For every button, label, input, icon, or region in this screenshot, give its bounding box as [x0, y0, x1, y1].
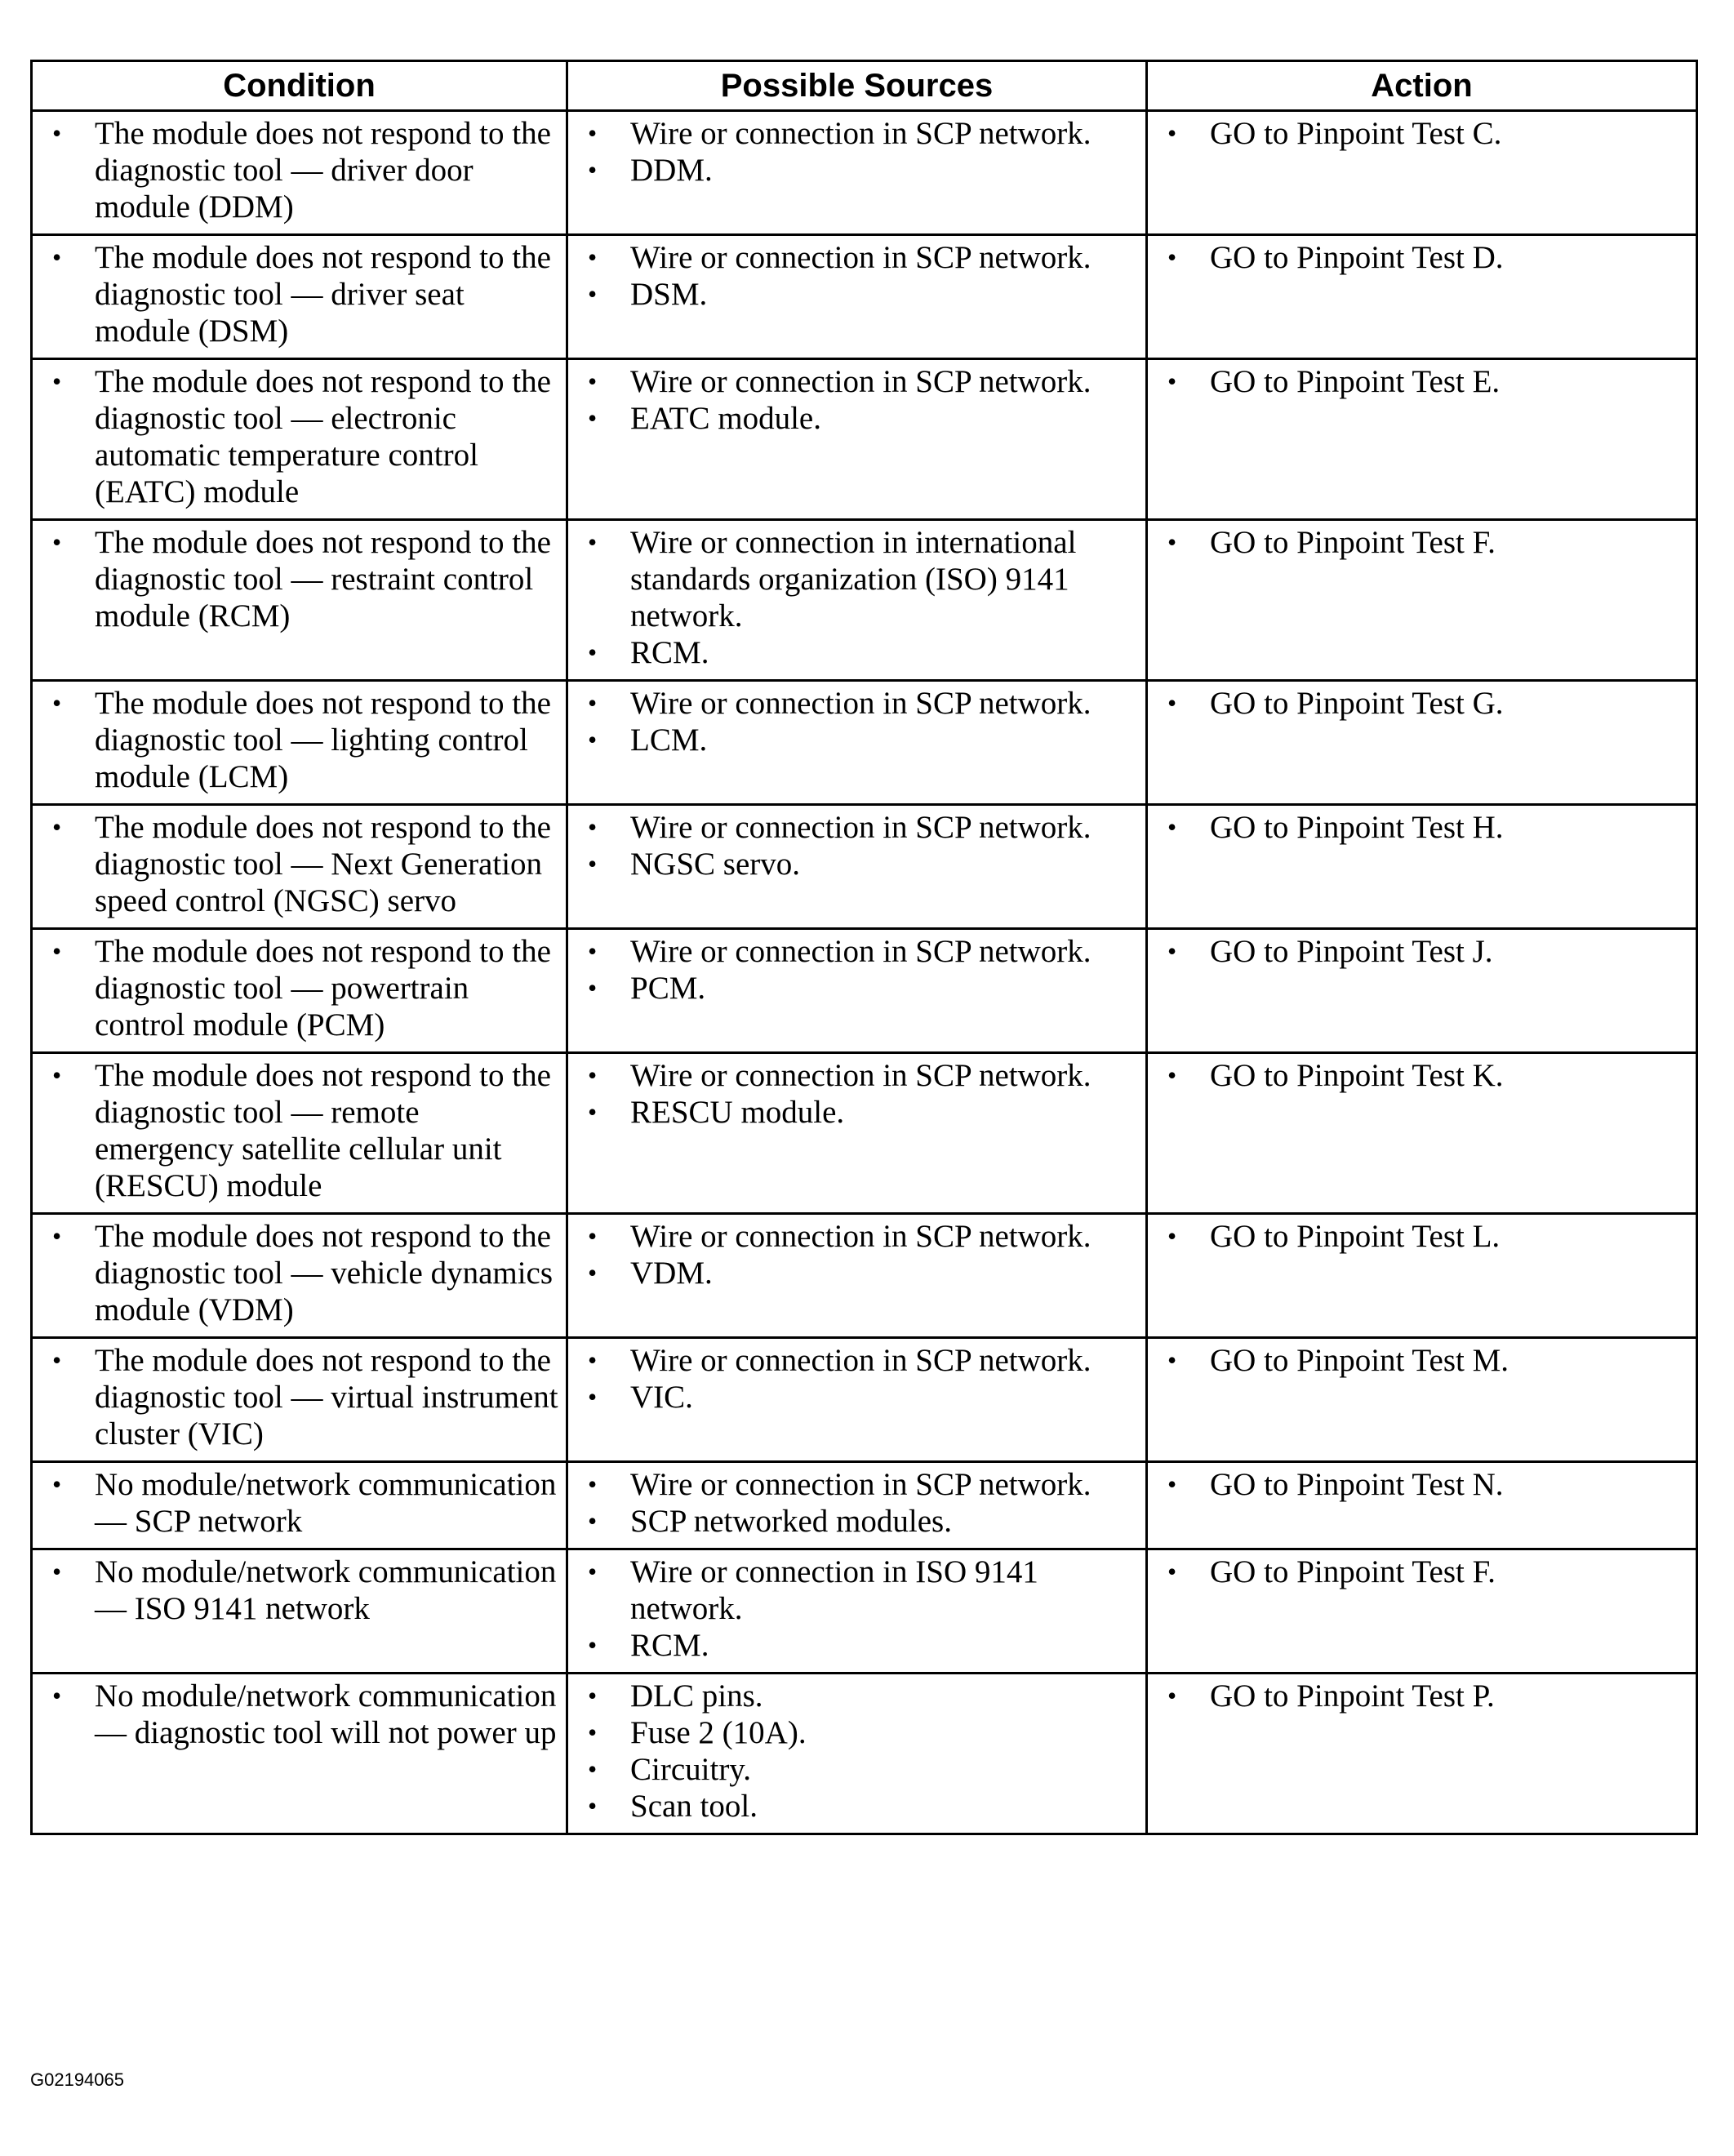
bullet-item: • GO to Pinpoint Test C. — [1154, 115, 1689, 152]
bullet-item: • Wire or connection in SCP network. — [575, 1466, 1139, 1503]
action-cell — [1147, 235, 1697, 359]
bullet-item: • GO to Pinpoint Test M. — [1154, 1342, 1689, 1379]
header-possible-sources: Possible Sources — [567, 61, 1147, 111]
bullet-item: • GO to Pinpoint Test G. — [1154, 685, 1689, 722]
header-action: Action — [1147, 61, 1697, 111]
possible-sources-cell — [567, 805, 1147, 929]
bullet-item: • The module does not respond to the diagnostic tool — remote emergency satellite cellular unit (RESCU) module — [39, 1057, 559, 1204]
possible-sources-cell — [567, 1338, 1147, 1462]
bullet-item: • Wire or connection in SCP network. — [575, 363, 1139, 400]
action-cell — [1147, 805, 1697, 929]
table-row — [32, 805, 1697, 929]
bullet-item: • The module does not respond to the diagnostic tool — driver seat module (DSM) — [39, 239, 559, 349]
bullet-list — [568, 1550, 1145, 1672]
condition-cell — [32, 1214, 567, 1338]
bullet-list — [568, 360, 1145, 445]
table-body — [32, 111, 1697, 1834]
action-cell — [1147, 1214, 1697, 1338]
bullet-item: • GO to Pinpoint Test P. — [1154, 1678, 1689, 1714]
bullet-list — [33, 521, 566, 642]
bullet-item: • DSM. — [575, 276, 1139, 313]
table-row — [32, 1338, 1697, 1462]
bullet-item: • DLC pins. — [575, 1678, 1139, 1714]
bullet-list — [568, 1054, 1145, 1139]
table-row — [32, 681, 1697, 805]
action-cell — [1147, 929, 1697, 1053]
condition-cell — [32, 111, 567, 235]
bullet-list — [33, 1550, 566, 1635]
bullet-item: • RCM. — [575, 634, 1139, 671]
bullet-item: • LCM. — [575, 722, 1139, 758]
action-cell — [1147, 1549, 1697, 1674]
bullet-item: • SCP networked modules. — [575, 1503, 1139, 1540]
bullet-item: • No module/network communication — diagnostic tool will not power up — [39, 1678, 559, 1751]
bullet-list — [568, 1339, 1145, 1424]
condition-cell — [32, 805, 567, 929]
bullet-list — [568, 682, 1145, 767]
bullet-item: • Wire or connection in SCP network. — [575, 933, 1139, 970]
bullet-item: • Wire or connection in SCP network. — [575, 1342, 1139, 1379]
bullet-item: • RESCU module. — [575, 1094, 1139, 1131]
bullet-list — [33, 1339, 566, 1460]
bullet-list — [1148, 360, 1696, 408]
bullet-item: • Fuse 2 (10A). — [575, 1714, 1139, 1751]
bullet-item: • The module does not respond to the diagnostic tool — lighting control module (LCM) — [39, 685, 559, 795]
bullet-list — [568, 521, 1145, 679]
action-cell — [1147, 520, 1697, 681]
condition-cell — [32, 1462, 567, 1549]
bullet-list — [33, 1054, 566, 1212]
bullet-item: • PCM. — [575, 970, 1139, 1007]
bullet-list — [1148, 521, 1696, 569]
table-row — [32, 1549, 1697, 1674]
bullet-item: • No module/network communication — ISO 9141 network — [39, 1554, 559, 1627]
bullet-list — [1148, 930, 1696, 978]
bullet-list — [568, 236, 1145, 321]
action-cell — [1147, 1338, 1697, 1462]
possible-sources-cell — [567, 929, 1147, 1053]
possible-sources-cell — [567, 235, 1147, 359]
bullet-list — [568, 930, 1145, 1015]
bullet-list — [1148, 1339, 1696, 1387]
table-row — [32, 1674, 1697, 1834]
possible-sources-cell — [567, 1053, 1147, 1214]
possible-sources-cell — [567, 1674, 1147, 1834]
condition-cell — [32, 520, 567, 681]
table-row — [32, 235, 1697, 359]
bullet-item: • GO to Pinpoint Test L. — [1154, 1218, 1689, 1255]
bullet-list — [33, 236, 566, 358]
bullet-item: • VIC. — [575, 1379, 1139, 1416]
bullet-item: • Wire or connection in ISO 9141 network. — [575, 1554, 1139, 1627]
bullet-list — [568, 1215, 1145, 1300]
bullet-list — [33, 682, 566, 803]
bullet-item: • The module does not respond to the diagnostic tool — electronic automatic temperature control (EATC) module — [39, 363, 559, 510]
bullet-item: • GO to Pinpoint Test F. — [1154, 1554, 1689, 1590]
possible-sources-cell — [567, 1462, 1147, 1549]
bullet-list — [33, 930, 566, 1051]
bullet-item: • NGSC servo. — [575, 846, 1139, 882]
table-row — [32, 1462, 1697, 1549]
bullet-item: • No module/network communication — SCP network — [39, 1466, 559, 1540]
bullet-item: • RCM. — [575, 1627, 1139, 1664]
table-row — [32, 1053, 1697, 1214]
table-row — [32, 359, 1697, 520]
bullet-item: • Wire or connection in SCP network. — [575, 239, 1139, 276]
action-cell — [1147, 111, 1697, 235]
bullet-item: • GO to Pinpoint Test E. — [1154, 363, 1689, 400]
condition-cell — [32, 1338, 567, 1462]
action-cell — [1147, 359, 1697, 520]
bullet-list — [33, 1463, 566, 1548]
condition-cell — [32, 681, 567, 805]
bullet-list — [1148, 112, 1696, 160]
bullet-list — [1148, 1550, 1696, 1598]
bullet-list — [1148, 1054, 1696, 1102]
action-cell — [1147, 1053, 1697, 1214]
bullet-item: • Wire or connection in international standards organization (ISO) 9141 network. — [575, 524, 1139, 634]
condition-cell — [32, 235, 567, 359]
bullet-list — [568, 806, 1145, 891]
bullet-item: • GO to Pinpoint Test N. — [1154, 1466, 1689, 1503]
condition-cell — [32, 1674, 567, 1834]
table-row — [32, 1214, 1697, 1338]
bullet-item: • GO to Pinpoint Test J. — [1154, 933, 1689, 970]
bullet-list — [1148, 806, 1696, 854]
action-cell — [1147, 1674, 1697, 1834]
figure-id: G02194065 — [30, 2069, 124, 2090]
bullet-item: • GO to Pinpoint Test D. — [1154, 239, 1689, 276]
condition-cell — [32, 1549, 567, 1674]
bullet-item: • EATC module. — [575, 400, 1139, 437]
possible-sources-cell — [567, 681, 1147, 805]
bullet-item: • Wire or connection in SCP network. — [575, 1218, 1139, 1255]
bullet-item: • GO to Pinpoint Test K. — [1154, 1057, 1689, 1094]
bullet-list — [33, 1215, 566, 1336]
possible-sources-cell — [567, 1549, 1147, 1674]
bullet-list — [33, 360, 566, 518]
bullet-item: • The module does not respond to the diagnostic tool — restraint control module (RCM) — [39, 524, 559, 634]
bullet-list — [568, 1674, 1145, 1833]
bullet-item: • GO to Pinpoint Test F. — [1154, 524, 1689, 561]
action-cell — [1147, 681, 1697, 805]
table-row — [32, 929, 1697, 1053]
bullet-item: • VDM. — [575, 1255, 1139, 1291]
bullet-list — [1148, 236, 1696, 284]
condition-cell — [32, 929, 567, 1053]
bullet-item: • Scan tool. — [575, 1788, 1139, 1825]
bullet-item: • Wire or connection in SCP network. — [575, 1057, 1139, 1094]
bullet-list — [1148, 1463, 1696, 1511]
bullet-item: • The module does not respond to the diagnostic tool — powertrain control module (PCM) — [39, 933, 559, 1043]
table-row — [32, 520, 1697, 681]
header-row — [32, 61, 1697, 111]
diagnostic-table — [30, 60, 1698, 1835]
header-condition: Condition — [32, 61, 567, 111]
bullet-item: • Circuitry. — [575, 1751, 1139, 1788]
bullet-item: • The module does not respond to the diagnostic tool — virtual instrument cluster (VIC) — [39, 1342, 559, 1452]
bullet-list — [1148, 1215, 1696, 1263]
bullet-item: • GO to Pinpoint Test H. — [1154, 809, 1689, 846]
possible-sources-cell — [567, 520, 1147, 681]
table-row — [32, 111, 1697, 235]
bullet-list — [33, 1674, 566, 1759]
bullet-list — [1148, 1674, 1696, 1723]
bullet-item: • The module does not respond to the diagnostic tool — vehicle dynamics module (VDM) — [39, 1218, 559, 1328]
bullet-item: • Wire or connection in SCP network. — [575, 809, 1139, 846]
bullet-list — [33, 112, 566, 233]
bullet-item: • DDM. — [575, 152, 1139, 189]
possible-sources-cell — [567, 359, 1147, 520]
bullet-item: • The module does not respond to the diagnostic tool — Next Generation speed control (NGSC) servo — [39, 809, 559, 919]
bullet-list — [1148, 682, 1696, 730]
possible-sources-cell — [567, 1214, 1147, 1338]
bullet-list — [568, 1463, 1145, 1548]
action-cell — [1147, 1462, 1697, 1549]
condition-cell — [32, 359, 567, 520]
bullet-list — [568, 112, 1145, 197]
possible-sources-cell — [567, 111, 1147, 235]
bullet-item: • Wire or connection in SCP network. — [575, 115, 1139, 152]
bullet-item: • The module does not respond to the diagnostic tool — driver door module (DDM) — [39, 115, 559, 225]
bullet-item: • Wire or connection in SCP network. — [575, 685, 1139, 722]
condition-cell — [32, 1053, 567, 1214]
bullet-list — [33, 806, 566, 927]
